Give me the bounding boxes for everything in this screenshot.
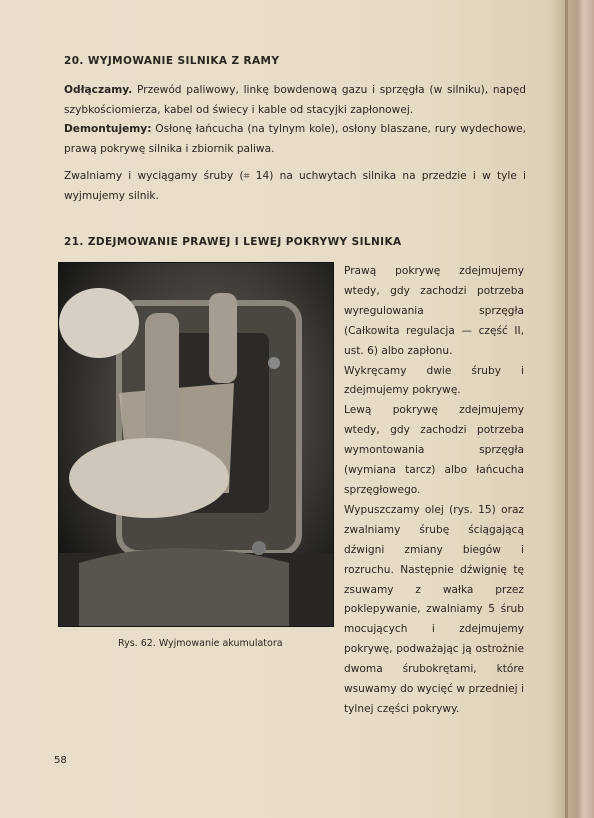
page-number: 58 — [54, 755, 67, 766]
paragraph-text: Osłonę łańcucha (na tylnym kole), osłony blaszane, rury wydechowe, prawą pokrywę silnika i zbiornik paliwa. — [64, 123, 526, 155]
page-gutter-shadow — [552, 0, 594, 818]
paragraph-label-demontujemy: Demontujemy: — [64, 123, 152, 135]
section-20-paragraph-3: Zwalniamy i wyciągamy śruby (⌗ 14) na uchwytach silnika na przedzie i w tyle i wyjmujemy silnik. — [64, 170, 526, 202]
paragraph-label-odlaczamy: Odłączamy. — [64, 84, 133, 96]
section-21-paragraph-1: Prawą pokrywę zdejmujemy wtedy, gdy zachodzi potrzeba wyregulowania sprzęgła (Całkowita regulacja — część II, ust. 6) albo zapłonu. — [344, 265, 524, 357]
section-21-paragraph-2: Wykręcamy dwie śruby i zdejmujemy pokrywę. — [344, 364, 524, 397]
section-21-paragraph-3: Lewą pokrywę zdejmujemy wtedy, gdy zachodzi potrzeba wymontowania sprzęgła (wymiana tarcz) albo łańcucha sprzęgłowego. — [344, 404, 524, 496]
battery-removal-illustration — [59, 263, 333, 626]
section-21-paragraph-4: Wypuszczamy olej (rys. 15) oraz zwalniamy śrubę ściągającą dźwigni zmiany biegów i rozruchu. Następnie dźwignię tę zsuwamy z wałka przez poklepywanie, zwalniamy 5 śrub mocujących i zdejmujemy pokrywę, podważając ją ostrożnie dwoma śrubokrętami, które wsuwamy do wycięć w przedniej i tylnej części pokrywy. — [344, 503, 524, 715]
section-20-heading: 20. WYJMOWANIE SILNIKA Z RAMY — [64, 55, 280, 67]
figure-62-caption: Rys. 62. Wyjmowanie akumulatora — [118, 638, 283, 649]
section-21-text-column — [344, 262, 524, 720]
figure-62-photo — [58, 262, 334, 627]
section-20-paragraph-2 — [64, 120, 526, 159]
paragraph-text: Przewód paliwowy, linkę bowdenową gazu i sprzęgła (w silniku), napęd szybkościomierza, kabel od świecy i kable od stacyjki zapłonowej. — [64, 84, 526, 116]
section-21-heading: 21. ZDEJMOWANIE PRAWEJ I LEWEJ POKRYWY SILNIKA — [64, 236, 402, 248]
section-20-paragraph-1 — [64, 81, 526, 120]
page-edge-line — [565, 0, 568, 818]
